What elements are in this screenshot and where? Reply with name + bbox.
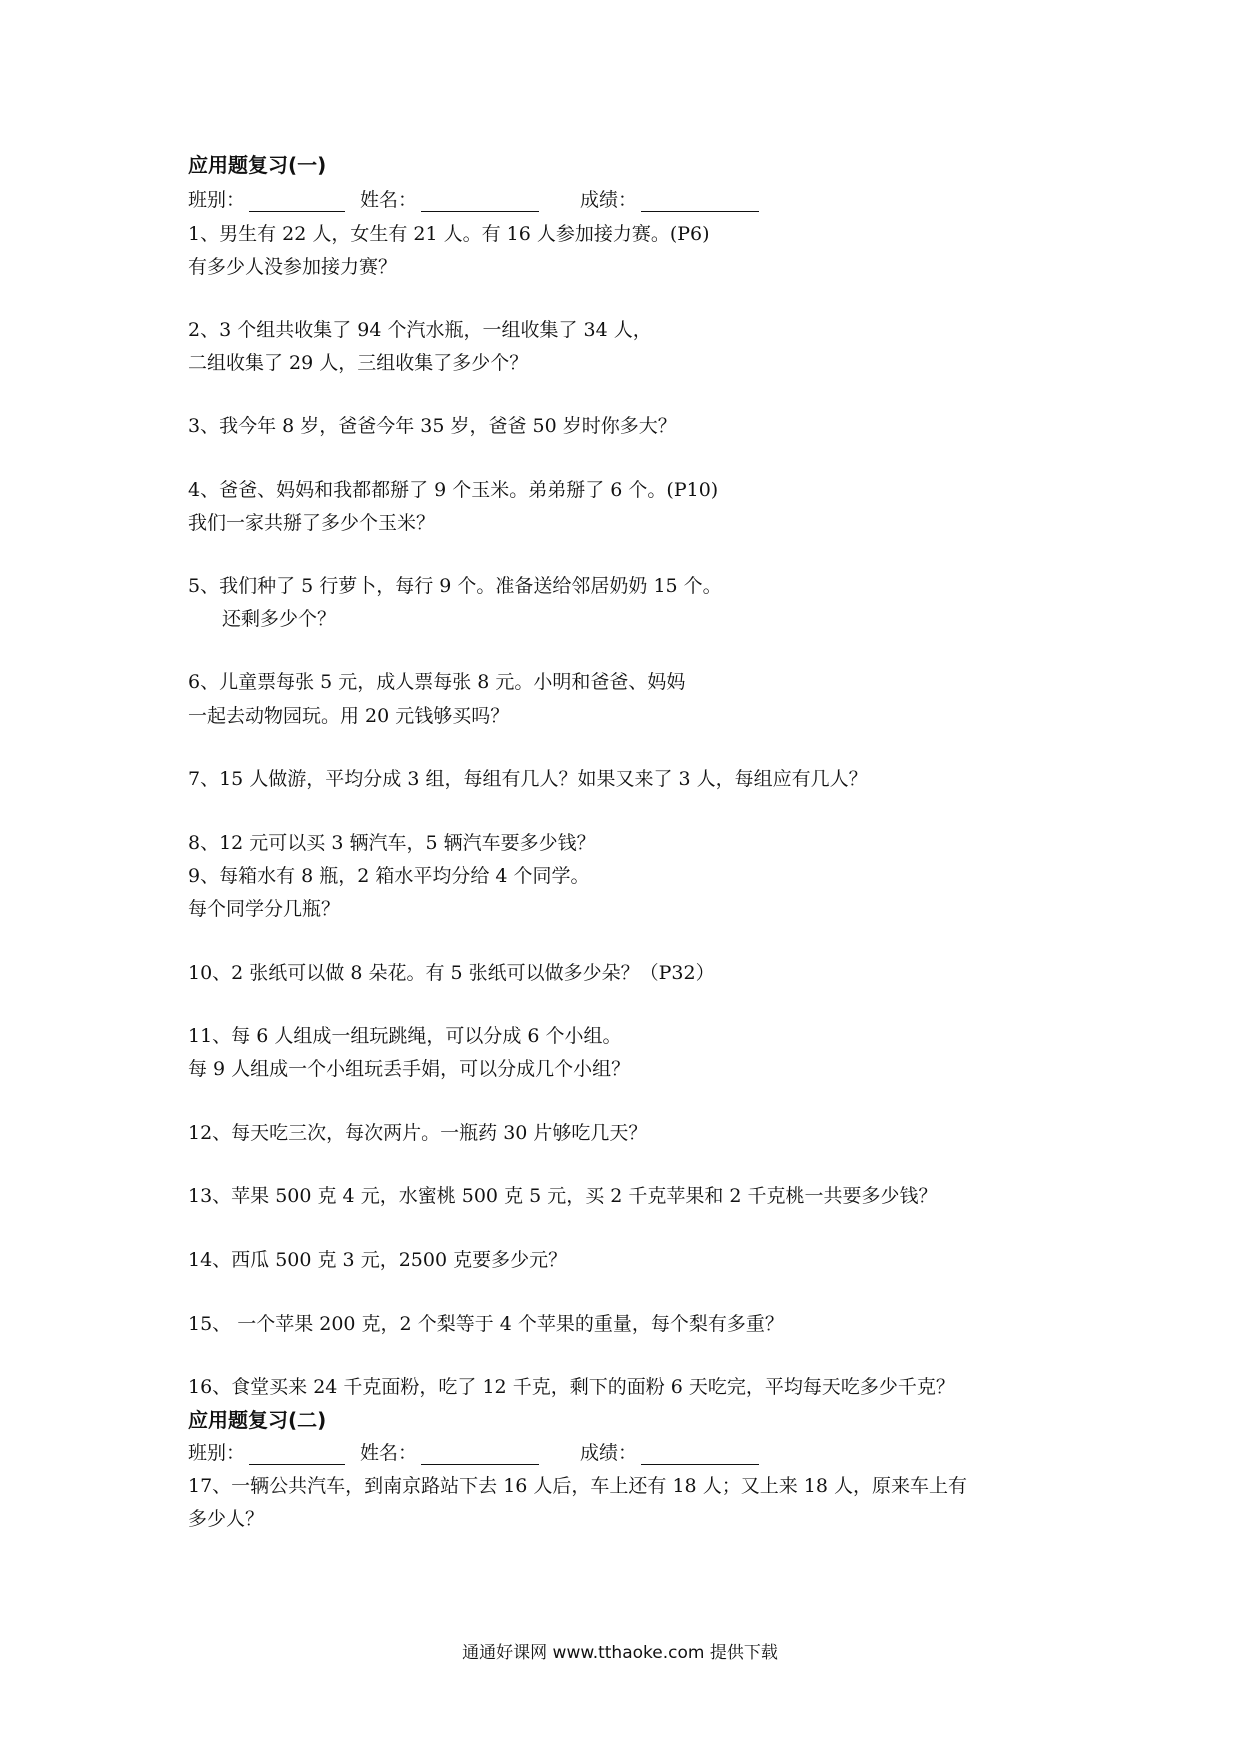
score-label: 成绩： [580, 1442, 638, 1464]
class-label: 班别： [188, 1442, 246, 1464]
question-2-line-1: 2、3 个组共收集了 94 个汽水瓶，一组收集了 34 人， [188, 319, 652, 341]
section1-info-row [188, 188, 759, 212]
name-blank [421, 1444, 539, 1465]
score-label: 成绩： [580, 189, 638, 211]
question-9-line-2: 每个同学分几瓶？ [188, 898, 341, 920]
question-5-line-1: 5、我们种了 5 行萝卜，每行 9 个。准备送给邻居奶奶 15 个。 [188, 575, 722, 597]
name-label: 姓名： [360, 1442, 418, 1464]
class-field [188, 188, 360, 212]
score-blank [641, 1444, 759, 1465]
question-11-line-1: 11、每 6 人组成一组玩跳绳，可以分成 6 个小组。 [188, 1025, 622, 1047]
question-9-line-1: 9、每箱水有 8 瓶，2 箱水平均分给 4 个同学。 [188, 865, 590, 887]
name-blank [421, 191, 539, 212]
section2-info-row [188, 1441, 759, 1465]
question-7-line-1: 7、15 人做游，平均分成 3 组，每组有几人？如果又来了 3 人，每组应有几人？ [188, 768, 868, 790]
section1-title: 应用题复习(一) [188, 153, 327, 177]
question-5-line-2: 还剩多少个？ [222, 608, 337, 630]
class-blank [249, 1444, 345, 1465]
class-label: 班别： [188, 189, 246, 211]
question-13-line-1: 13、苹果 500 克 4 元，水蜜桃 500 克 5 元，买 2 千克苹果和 2 千克桃一共要多少钱？ [188, 1185, 938, 1207]
question-3-line-1: 3、我今年 8 岁，爸爸今年 35 岁，爸爸 50 岁时你多大？ [188, 415, 677, 437]
question-17-line-1: 17、一辆公共汽车，到南京路站下去 16 人后，车上还有 18 人；又上来 18 人，原来车上有 [188, 1475, 967, 1497]
question-14-line-1: 14、西瓜 500 克 3 元，2500 克要多少元？ [188, 1249, 568, 1271]
question-1-line-1: 1、男生有 22 人，女生有 21 人。有 16 人参加接力赛。(P6) [188, 223, 710, 245]
class-field [188, 1441, 360, 1465]
score-field [580, 1441, 759, 1465]
name-field [360, 1441, 580, 1465]
question-17-line-2: 多少人？ [188, 1508, 265, 1530]
name-label: 姓名： [360, 189, 418, 211]
question-2-line-2: 二组收集了 29 人，三组收集了多少个？ [188, 352, 529, 374]
question-11-line-2: 每 9 人组成一个小组玩丢手娟，可以分成几个小组？ [188, 1058, 631, 1080]
question-6-line-2: 一起去动物园玩。用 20 元钱够买吗？ [188, 705, 510, 727]
footer-text: 通通好课网 www.tthaoke.com 提供下载 [462, 1643, 778, 1663]
question-4-line-1: 4、爸爸、妈妈和我都都掰了 9 个玉米。弟弟掰了 6 个。(P10) [188, 479, 719, 501]
question-8-line-1: 8、12 元可以买 3 辆汽车，5 辆汽车要多少钱？ [188, 832, 596, 854]
question-15-line-1: 15、 一个苹果 200 克，2 个梨等于 4 个苹果的重量，每个梨有多重？ [188, 1313, 784, 1335]
question-12-line-1: 12、每天吃三次，每次两片。一瓶药 30 片够吃几天？ [188, 1122, 648, 1144]
section2-title: 应用题复习(二) [188, 1408, 327, 1432]
score-field [580, 188, 759, 212]
question-1-line-2: 有多少人没参加接力赛？ [188, 256, 398, 278]
question-10-line-1: 10、2 张纸可以做 8 朵花。有 5 张纸可以做多少朵？（P32） [188, 962, 715, 984]
class-blank [249, 191, 345, 212]
name-field [360, 188, 580, 212]
question-6-line-1: 6、儿童票每张 5 元，成人票每张 8 元。小明和爸爸、妈妈 [188, 671, 686, 693]
score-blank [641, 191, 759, 212]
question-4-line-2: 我们一家共掰了多少个玉米？ [188, 512, 436, 534]
question-16-line-1: 16、食堂买来 24 千克面粉，吃了 12 千克，剩下的面粉 6 天吃完，平均每天吃多少千克？ [188, 1376, 955, 1398]
